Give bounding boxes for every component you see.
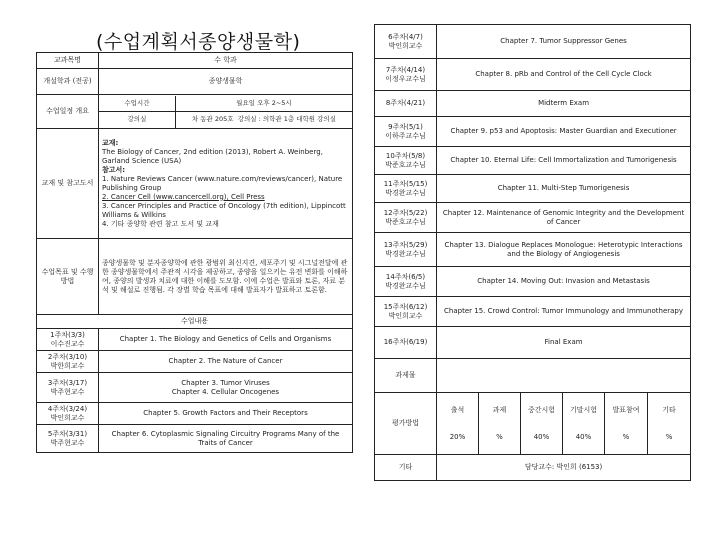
objective-text: 종양생물학 및 분자종양학에 관한 광범위 최신지견, 세포주기 및 시그널전달에 관한 종양생물학에서 주관적 시각을 제공하고, 종양을 일으키는 유전 변화를 이해하여, 종양의 발생과 치료에 대한 이해를 도모함. 이에 수업은 발표와 토론, 자료 분석 및 해설로 진행됨. 각 장별 학습 목표에 대해 발표자가 발표하고 토론함.	[99, 239, 353, 315]
grading-cell: 출석 20%	[437, 393, 479, 455]
week-cell: 1주차(3/3) 이수진교수	[37, 329, 99, 351]
week-topic: Chapter 14. Moving Out: Invasion and Metastasis	[437, 267, 691, 297]
week-topic: Chapter 9. p53 and Apoptosis: Master Guardian and Executioner	[437, 117, 691, 147]
week-topic: Chapter 8. pRb and Control of the Cell Cycle Clock	[437, 59, 691, 91]
week-cell: 4주차(3/24) 박인희교수	[37, 403, 99, 425]
textbook-line: 4. 기타 종양학 관련 참고 도서 및 교재	[102, 219, 219, 228]
week-topic: Chapter 15. Crowd Control: Tumor Immunology and Immunotherapy	[437, 297, 691, 327]
table-row	[375, 25, 691, 59]
week-topic: Chapter 3. Tumor Viruses Chapter 4. Cellular Oncogenes	[99, 373, 353, 403]
week-topic: Final Exam	[437, 327, 691, 359]
table-row	[375, 117, 691, 147]
schedule-overview-label: 수업일정 개요	[37, 95, 99, 129]
course-name-label: 교과목명	[37, 53, 99, 69]
table-row	[37, 53, 353, 69]
schedule-header: 수업내용	[37, 315, 353, 329]
textbook-content	[99, 129, 353, 239]
week-cell: 11주차(5/15) 박경완교수님	[375, 175, 437, 203]
week-topic: Midterm Exam	[437, 91, 691, 117]
table-row	[375, 233, 691, 267]
week-cell: 6주차(4/7) 박인희교수	[375, 25, 437, 59]
table-row	[37, 95, 353, 129]
table-row	[375, 455, 691, 481]
week-cell: 8주차(4/21)	[375, 91, 437, 117]
class-time-value: 월요일 오후 2~5시	[175, 96, 352, 112]
week-cell: 15주차(6/12) 박인희교수	[375, 297, 437, 327]
textbook-line: 참고서:	[102, 165, 126, 174]
table-row	[375, 297, 691, 327]
course-name-value: 수 학과	[99, 53, 353, 69]
week-topic: Chapter 12. Maintenance of Genomic Integrity and the Development of Cancer	[437, 203, 691, 233]
week-cell: 16주차(6/19)	[375, 327, 437, 359]
grading-cell: 발표참여 %	[605, 393, 648, 455]
table-row	[37, 315, 353, 329]
week-cell: 5주차(3/31) 박주현교수	[37, 425, 99, 453]
week-topic: Chapter 10. Eternal Life: Cell Immortalization and Tumorigenesis	[437, 147, 691, 175]
other-value: 담당교수: 박인희 (6153)	[437, 455, 691, 481]
week-cell: 12주차(5/22) 박준호교수님	[375, 203, 437, 233]
week-topic: Chapter 5. Growth Factors and Their Receptors	[99, 403, 353, 425]
week-cell: 9주차(5/1) 이하주교수님	[375, 117, 437, 147]
grading-cell: 과제 %	[479, 393, 521, 455]
department-label: 개설학과 (전공)	[37, 69, 99, 95]
table-row	[375, 203, 691, 233]
building-value: 차 동관 205호	[191, 115, 234, 124]
syllabus-table-left	[36, 52, 353, 453]
week-topic: Chapter 7. Tumor Suppressor Genes	[437, 25, 691, 59]
grading-cell: 기말시험 40%	[563, 393, 605, 455]
textbook-line: 1. Nature Reviews Cancer (www.nature.com/reviews/cancer), Nature Publishing Group	[102, 174, 343, 192]
table-row	[37, 403, 353, 425]
week-cell: 2주차(3/10) 박한희교수	[37, 351, 99, 373]
textbook-line: 3. Cancer Principles and Practice of Oncology (7th edition), Lippincott Williams & Wilkins	[102, 201, 346, 219]
table-row	[375, 359, 691, 393]
lecture-room-value: 강의실 : 의학관 1층 대학원 강의실	[237, 115, 336, 124]
table-row	[37, 239, 353, 315]
assignment-label: 과제물	[375, 359, 437, 393]
week-topic: Chapter 11. Multi-Step Tumorigenesis	[437, 175, 691, 203]
schedule-overview-value	[99, 95, 353, 129]
textbook-link[interactable]: 2. Cancer Cell (www.cancercell.org), Cell Press	[102, 192, 265, 201]
grading-label: 평가방법	[375, 393, 437, 455]
textbook-label: 교재 및 참고도서	[37, 129, 99, 239]
table-row	[375, 59, 691, 91]
table-row	[375, 267, 691, 297]
table-row	[37, 329, 353, 351]
table-row	[375, 327, 691, 359]
week-topic: Chapter 1. The Biology and Genetics of Cells and Organisms	[99, 329, 353, 351]
page-title: (수업계획서종양생물학)	[96, 31, 301, 53]
table-row	[37, 351, 353, 373]
grading-cell: 중간시험 40%	[521, 393, 563, 455]
week-topic: Chapter 13. Dialogue Replaces Monologue: Heterotypic Interactions and the Biology of Angiogenesis	[437, 233, 691, 267]
classroom-label: 강의실	[99, 112, 175, 128]
week-cell: 3주차(3/17) 박주현교수	[37, 373, 99, 403]
syllabus-table-right	[374, 24, 691, 481]
table-row	[37, 373, 353, 403]
objective-label: 수업목표 및 수행방법	[37, 239, 99, 315]
table-row	[37, 69, 353, 95]
table-row	[375, 175, 691, 203]
week-cell: 10주차(5/8) 박준호교수님	[375, 147, 437, 175]
week-topic: Chapter 2. The Nature of Cancer	[99, 351, 353, 373]
table-row	[375, 393, 691, 455]
grading-cell: 기타 %	[648, 393, 691, 455]
week-cell: 7주차(4/14) 이정우교수님	[375, 59, 437, 91]
table-row	[375, 91, 691, 117]
week-topic: Chapter 6. Cytoplasmic Signaling Circuitry Programs Many of the Traits of Cancer	[99, 425, 353, 453]
classroom-value	[175, 112, 352, 128]
textbook-line: The Biology of Cancer, 2nd edition (2013), Robert A. Weinberg, Garland Science (USA)	[102, 147, 323, 165]
department-value: 종양생물학	[99, 69, 353, 95]
class-time-label: 수업시간	[99, 96, 175, 112]
week-cell: 14주차(6/5) 박경완교수님	[375, 267, 437, 297]
other-label: 기타	[375, 455, 437, 481]
assignment-value	[437, 359, 691, 393]
table-row	[37, 129, 353, 239]
table-row	[37, 425, 353, 453]
week-cell: 13주차(5/29) 박경완교수님	[375, 233, 437, 267]
table-row	[375, 147, 691, 175]
textbook-line: 교재:	[102, 138, 119, 147]
